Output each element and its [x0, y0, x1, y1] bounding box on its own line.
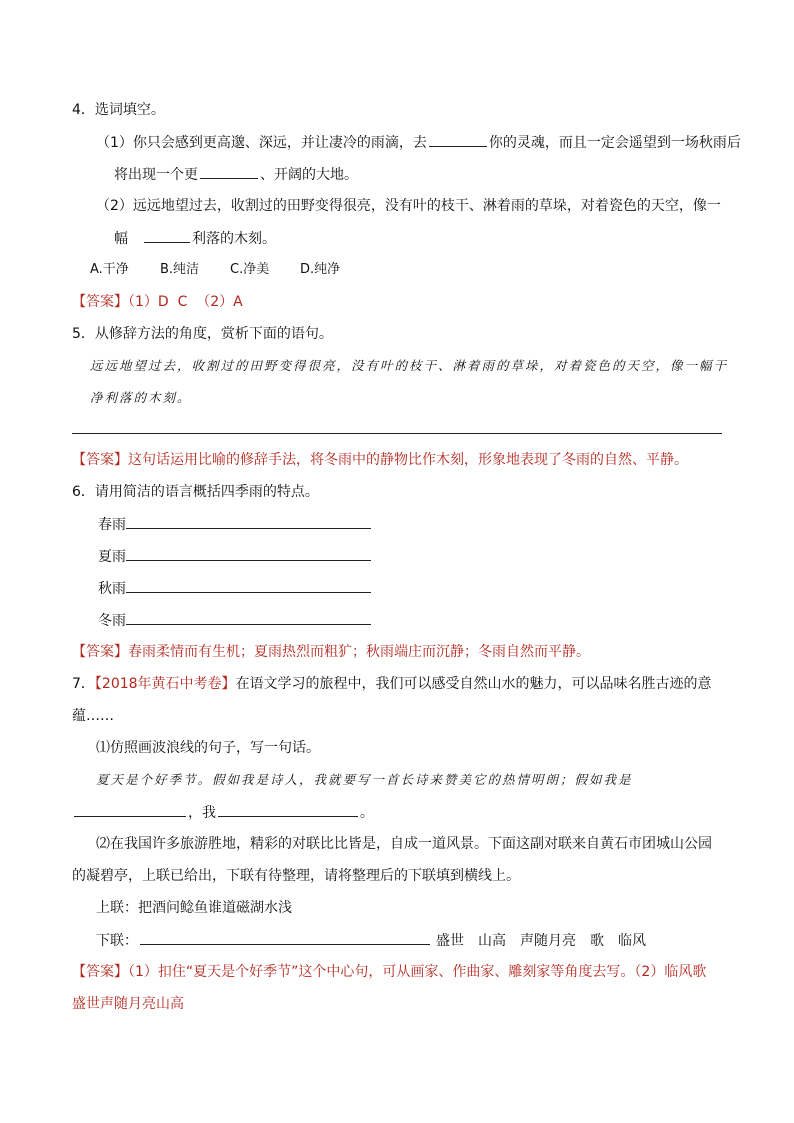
q4-option-d[interactable]: D.纯净 — [300, 262, 341, 277]
q6-answer-text: 春雨柔情而有生机；夏雨热烈而粗犷；秋雨端庄而沉静；冬雨自然而平静。 — [128, 644, 590, 660]
q4-answer-text: （1）D C （2）A — [128, 294, 243, 310]
q6-answer-tag: 【答案】 — [72, 644, 128, 660]
q7-answer-tag: 【答案】 — [72, 964, 128, 980]
q4-s1-text-c: 将出现一个更 — [114, 167, 198, 183]
q7-intro-text: 在语文学习的旅程中，我们可以感受自然山水的魅力，可以品味名胜古迹的意 — [235, 676, 712, 692]
q4-s2-text-a: 幅 — [114, 231, 128, 247]
q6-blank-winter[interactable] — [126, 610, 371, 625]
q5-title: 5．从修辞方法的角度，赏析下面的语句。 — [72, 326, 333, 342]
q6-row-autumn — [98, 578, 371, 599]
q4-s1-text-b: 你的灵魂，而且一定会遥望到一场秋雨后 — [488, 135, 741, 151]
q7-answer-line1 — [72, 962, 706, 982]
q7-intro-line1 — [72, 674, 712, 694]
q7-upper-text: 把酒问鲶鱼谁道磁湖水浅 — [138, 900, 292, 916]
q5-answer-tag: 【答案】 — [72, 452, 128, 468]
q7-sub1-fill-mid: ，我 — [188, 805, 216, 821]
q4-answer — [72, 292, 243, 312]
q6-blank-autumn[interactable] — [126, 578, 371, 593]
q6-row-winter — [98, 610, 371, 631]
q7-answer-line2: 盛世声随月亮山高 — [72, 996, 184, 1012]
q4-s2-blank[interactable] — [144, 228, 190, 243]
q7-lower-couplet — [96, 930, 646, 951]
q7-source-tag: 【2018年黄石中考卷】 — [94, 676, 236, 692]
q7-sub1-quote: 夏天是个好季节。假如我是诗人，我就要写一首长诗来赞美它的热情明朗；假如我是 — [96, 772, 633, 787]
q4-s2-line2 — [114, 228, 276, 249]
q6-blank-summer[interactable] — [126, 546, 371, 561]
q6-answer — [72, 642, 590, 662]
q4-option-b[interactable]: B.纯洁 — [160, 262, 200, 277]
q7-lower-word-1: 盛世 — [436, 933, 464, 949]
q7-upper-couplet — [96, 898, 292, 918]
q4-s2-line1: （2）远远地望过去，收割过的田野变得很亮，没有叶的枝干、淋着雨的草垛，对着瓷色的天空，像一 — [96, 198, 721, 214]
q7-sub2-line2: 的凝碧亭，上联已给出，下联有待整理，请将整理后的下联填到横线上。 — [72, 868, 520, 884]
q6-label-summer: 夏雨 — [98, 549, 126, 565]
q5-answer — [72, 450, 688, 470]
q7-answer-text-1: （1）扣住“夏天是个好季节”这个中心句，可从画家、作曲家、雕刻家等角度去写。（2）临风歌 — [128, 964, 707, 980]
q5-quote-line2: 净利落的木刻。 — [90, 390, 192, 405]
q7-upper-label: 上联： — [96, 900, 138, 916]
q5-answer-line[interactable] — [72, 433, 722, 434]
q7-number: 7． — [72, 676, 95, 692]
q7-lower-label: 下联： — [96, 933, 138, 949]
q7-lower-word-4: 歌 — [590, 933, 604, 949]
q7-sub1: ⑴仿照画波浪线的句子，写一句话。 — [96, 740, 320, 756]
q7-intro-line2: 蕴…… — [72, 708, 114, 724]
q4-s1-line2 — [114, 164, 358, 185]
q5-answer-text: 这句话运用比喻的修辞手法，将冬雨中的静物比作木刻，形象地表现了冬雨的自然、平静。 — [128, 452, 688, 468]
q6-row-summer — [98, 546, 371, 567]
q4-s1-blank-1[interactable] — [429, 132, 487, 147]
q7-sub1-blank-2[interactable] — [218, 802, 358, 817]
q4-option-a[interactable]: A.干净 — [90, 262, 129, 277]
q4-option-c[interactable]: C.净美 — [230, 262, 270, 277]
q5-quote-line1: 远远地望过去，收割过的田野变得很亮，没有叶的枝干、淋着雨的草垛，对着瓷色的天空，像一幅干 — [90, 358, 729, 373]
q4-s1-blank-2[interactable] — [200, 164, 258, 179]
q7-lower-word-2: 山高 — [478, 933, 506, 949]
q4-answer-tag: 【答案】 — [72, 294, 128, 310]
q6-title: 6．请用简洁的语言概括四季雨的特点。 — [72, 484, 319, 500]
q4-s1-text-a: （1）你只会感到更高邈、深远，并让凄冷的雨滴，去 — [96, 135, 427, 151]
q6-label-spring: 春雨 — [98, 517, 126, 533]
q7-sub1-fill-end: 。 — [360, 805, 374, 821]
q6-label-winter: 冬雨 — [98, 613, 126, 629]
q4-s1-line1 — [96, 132, 741, 153]
q4-s2-text-b: 利落的木刻。 — [192, 231, 276, 247]
q6-row-spring — [98, 514, 371, 535]
q6-label-autumn: 秋雨 — [98, 581, 126, 597]
q4-options — [90, 260, 370, 280]
q7-sub1-blank-1[interactable] — [74, 802, 186, 817]
q7-lower-word-3: 声随月亮 — [520, 933, 576, 949]
q6-blank-spring[interactable] — [126, 514, 371, 529]
q7-sub1-fill — [72, 802, 374, 823]
q7-lower-blank[interactable] — [140, 930, 430, 945]
q4-title: 4．选词填空。 — [72, 102, 165, 118]
q7-lower-word-5: 临风 — [618, 933, 646, 949]
q7-sub2-line1: ⑵在我国许多旅游胜地，精彩的对联比比皆是，自成一道风景。下面这副对联来自黄石市团城山公园 — [96, 836, 712, 852]
q4-s1-text-d: 、开阔的大地。 — [260, 167, 358, 183]
